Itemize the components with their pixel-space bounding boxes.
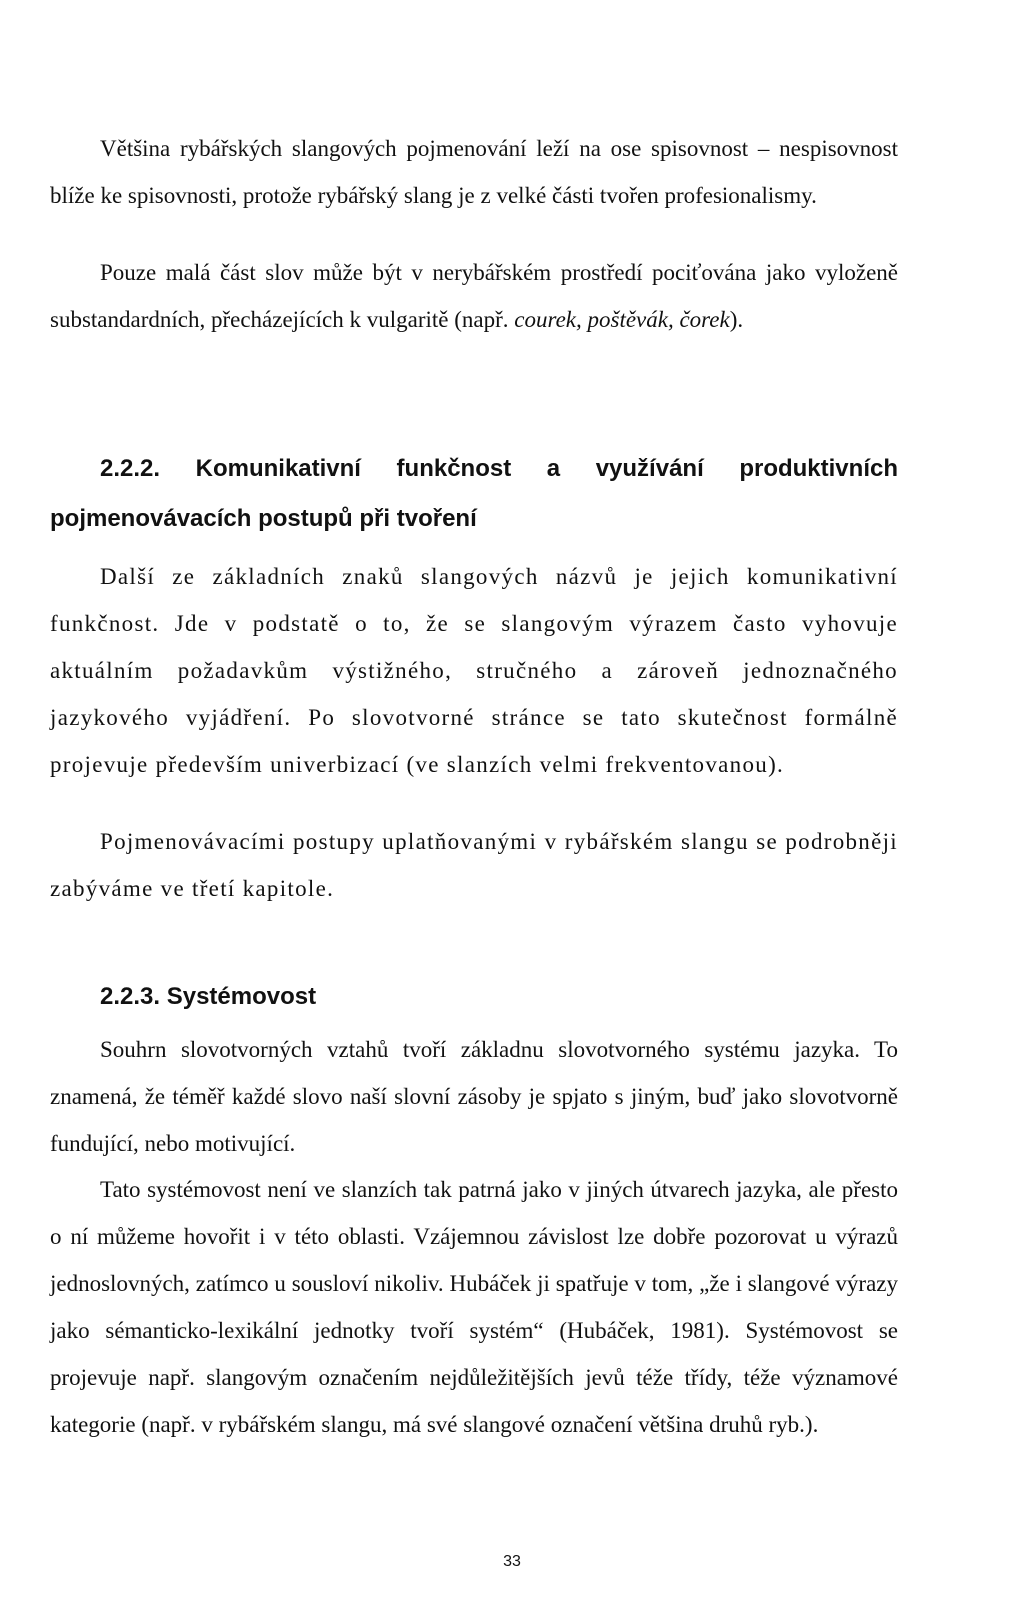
paragraph-substandard — [50, 249, 898, 343]
paragraph-souhrn: Souhrn slovotvorných vztahů tvoří základnu slovotvorného systému jazyka. To znamená, že téměř každé slovo naší slovní zásoby je spjato s jiným, buď jako slovotvorně fundující, nebo motivující. — [50, 1037, 898, 1156]
paragraph-substandard-text: Pouze malá část slov může být v nerybářském prostředí pociťována jako vyloženě substandardních, přecházejících k vulgaritě (např. — [50, 260, 898, 332]
paragraph-komunikativni: Další ze základních znaků slangových názvů je jejich komunikativní funkčnost. Jde v podstatě o to, že se slangovým výrazem často vyhovuje aktuálním požadavkům výstižného, stručného a zároveň jednoznačného jazykového vyjádření. Po slovotvorné stránce se tato skutečnost formálně projevuje především univerbizací (ve slanzích velmi frekventovanou). — [50, 564, 898, 777]
page-number: 33 — [503, 1553, 521, 1570]
italic-examples: courek, poštěvák, čorek — [514, 307, 730, 332]
paragraph-substandard-end: ). — [729, 307, 744, 332]
paragraph-systemovost: Tato systémovost není ve slanzích tak patrná jako v jiných útvarech jazyka, ale přesto o ní můžeme hovořit i v této oblasti. Vzájemnou závislost lze dobře pozorovat u výrazů jednoslovných, zatímco u sousloví nikoliv. Hubáček ji spatřuje v tom, „že i slangové výrazy jako sémanticko-lexikální jednotky tvoří systém“ (Hubáček, 1981). Systémovost se projevuje např. slangovým označením nejdůležitějších jevů téže třídy, téže významové kategorie (např. v rybářském slangu, má své slangové označení většina druhů ryb.). — [50, 1177, 898, 1437]
paragraph-spisovnost: Většina rybářských slangových pojmenování leží na ose spisovnost – nespisovnost blíže ke spisovnosti, protože rybářský slang je z velké části tvořen profesionalismy. — [50, 136, 898, 208]
section-heading-2-2-3: 2.2.3. Systémovost — [100, 983, 317, 1010]
paragraph-postupy: Pojmenovávacími postupy uplatňovanými v rybářském slangu se podrobněji zabýváme ve třetí kapitole. — [50, 829, 898, 901]
section-heading-2-2-2: 2.2.2. Komunikativní funkčnost a využívání produktivních pojmenovávacích postupů při tvoření — [50, 455, 898, 532]
